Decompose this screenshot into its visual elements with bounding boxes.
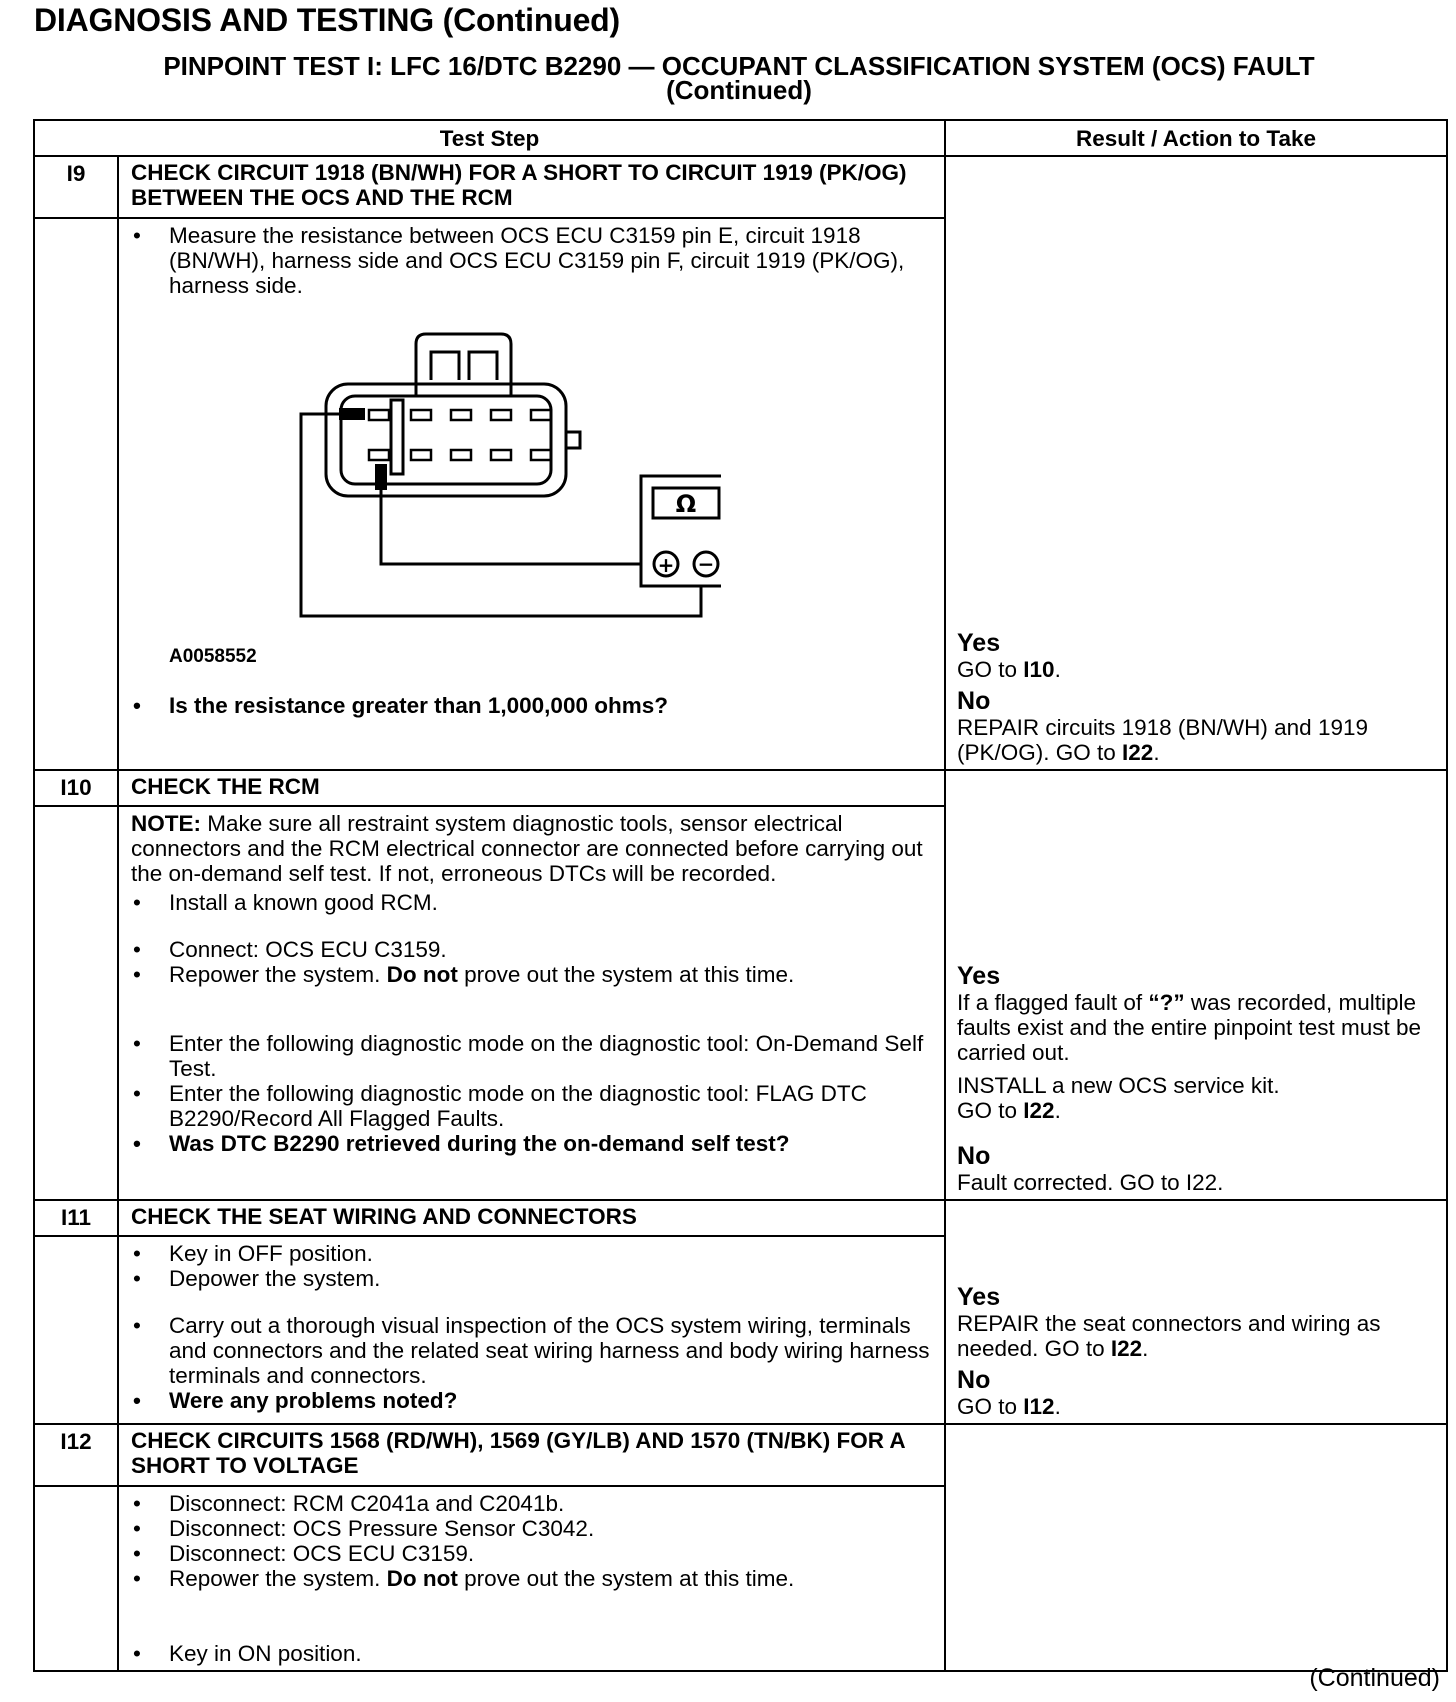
note-i10: NOTE: Make sure all restraint system diagnostic tools, sensor electrical connectors and the RCM electrical connector are connected before carrying out the on-demand self test. If not, erroneous DTCs will be recorded. [131,811,923,886]
figure-wrap [131,298,934,642]
result-i12 [945,1424,1447,1671]
step-title-i9: CHECK CIRCUIT 1918 (BN/WH) FOR A SHORT TO CIRCUIT 1919 (PK/OG) BETWEEN THE OCS AND THE RCM [118,156,945,218]
pin-cavity [451,450,471,460]
yes-action-i11: REPAIR the seat connectors and wiring as needed. GO to I22. [957,1311,1381,1361]
result-header: Result / Action to Take [945,120,1447,156]
step-body-i12 [118,1486,945,1671]
result-i9 [945,156,1447,770]
pin-cavity [491,450,511,460]
yes-condition-i10: If a flagged fault of “?” was recorded, multiple faults exist and the entire pinpoint test must be carried out. [957,990,1422,1065]
pinpoint-test-title [34,51,1444,105]
probe-bottom [375,464,387,490]
connector-side-tab [566,432,580,448]
test-title-line2: (Continued) [666,75,812,105]
pin-cavity [491,410,511,420]
pin-cavity [369,450,389,460]
step-i11-head-row [34,1200,1447,1236]
bullet-i9-question: • Is the resistance greater than 1,000,000 ohms? [131,693,934,718]
yes-action-i10: INSTALL a new OCS service kit. [957,1073,1280,1098]
pin-cavity [531,450,551,460]
step-title-i12: CHECK CIRCUITS 1568 (RD/WH), 1569 (GY/LB) AND 1570 (TN/BK) FOR A SHORT TO VOLTAGE [118,1424,945,1486]
pin-cavity [411,410,431,420]
pinpoint-test-table [33,119,1448,1672]
table-header-row [34,120,1447,156]
step-id-i10: I10 [34,770,118,806]
bullet-i10-3: • Repower the system. Do not prove out the system at this time. [131,962,934,987]
meter-plus-sign: + [657,553,675,577]
bullet-i11-2: • Depower the system. [131,1266,934,1291]
no-label-i11: No [957,1366,991,1394]
result-i10 [945,770,1447,1200]
step-body-i10 [118,806,945,1200]
yes-label-i9: Yes [957,629,1001,657]
bullet-i10-2: • Connect: OCS ECU C3159. [131,937,934,962]
pin-cavity [411,450,431,460]
step-id-i12: I12 [34,1424,118,1486]
bullet-i9-measure: • Measure the resistance between OCS ECU C3159 pin E, circuit 1918 (BN/WH), harness side and OCS ECU C3159 pin F, circuit 1919 (PK/OG), harness side. [131,223,934,298]
figure-id: A0058552 [169,646,257,667]
yes-goto-i10: GO to I22. [957,1098,1061,1123]
step-id-spacer-i11 [34,1236,118,1424]
connector-body [326,384,566,496]
no-action-i10: Fault corrected. GO to I22. [957,1170,1224,1195]
step-id-i9: I9 [34,156,118,218]
no-action-i11: GO to I12. [957,1394,1061,1419]
pin-cavity [531,410,551,420]
probe-top [339,408,365,420]
bullet-i11-1: • Key in OFF position. [131,1241,934,1266]
step-id-spacer-i12 [34,1486,118,1671]
bullet-i11-question: • Were any problems noted? [131,1388,934,1413]
step-title-i10: CHECK THE RCM [118,770,945,806]
bullet-i10-4: • Enter the following diagnostic mode on the diagnostic tool: On-Demand Self Test. [131,1031,934,1081]
step-body-i11 [118,1236,945,1424]
step-title-i11: CHECK THE SEAT WIRING AND CONNECTORS [118,1200,945,1236]
bullet-i12-5: • Key in ON position. [131,1641,934,1666]
bullet-i10-question: • Was DTC B2290 retrieved during the on-demand self test? [131,1131,934,1156]
test-title-line1: PINPOINT TEST I: LFC 16/DTC B2290 — OCCUPANT CLASSIFICATION SYSTEM (OCS) FAULT [163,51,1315,81]
step-i12-head-row [34,1424,1447,1486]
no-label-i10: No [957,1142,991,1170]
bullet-i12-4: • Repower the system. Do not prove out the system at this time. [131,1566,934,1591]
bullet-i11-3: • Carry out a thorough visual inspection of the OCS system wiring, terminals and connectors and the related seat wiring harness and body wiring harness terminals and connectors. [131,1313,934,1388]
step-body-i9 [118,218,945,770]
yes-action-i9: GO to I10. [957,657,1061,682]
continued-footer: (Continued) [1309,1664,1440,1692]
bullet-i10-1: • Install a known good RCM. [131,890,934,915]
no-action-i9: REPAIR circuits 1918 (BN/WH) and 1919 (PK/OG). GO to I22. [957,715,1369,765]
pin-cavity [369,410,389,420]
meter-minus-sign: − [697,552,715,576]
meter-ohm-symbol: Ω [675,490,697,518]
test-step-header: Test Step [34,120,945,156]
step-id-spacer-i10 [34,806,118,1200]
bullet-i10-5: • Enter the following diagnostic mode on the diagnostic tool: FLAG DTC B2290/Record All Flagged Faults. [131,1081,934,1131]
step-i10-head-row [34,770,1447,806]
lead-positive [381,490,649,564]
connector-ohmmeter-diagram [201,316,721,636]
bullet-i12-3: • Disconnect: OCS ECU C3159. [131,1541,934,1566]
bullet-i12-2: • Disconnect: OCS Pressure Sensor C3042. [131,1516,934,1541]
page-title: DIAGNOSIS AND TESTING (Continued) [34,2,620,38]
no-label-i9: No [957,687,991,715]
step-id-spacer-i9 [34,218,118,770]
yes-label-i11: Yes [957,1283,1001,1311]
yes-label-i10: Yes [957,962,1001,990]
step-i9-head-row [34,156,1447,218]
result-i11 [945,1200,1447,1424]
bullet-i12-1: • Disconnect: RCM C2041a and C2041b. [131,1491,934,1516]
pin-cavity [451,410,471,420]
step-id-i11: I11 [34,1200,118,1236]
